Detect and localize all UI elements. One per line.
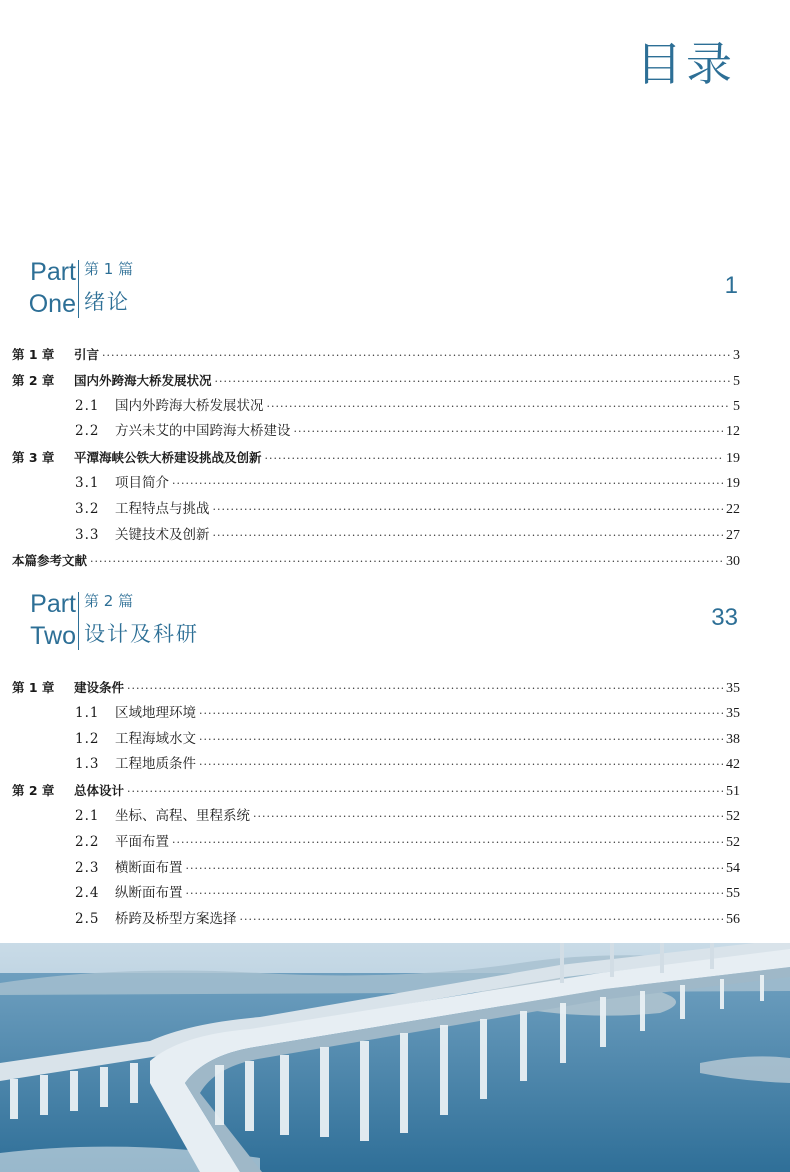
toc-chapter-row — [12, 368, 740, 394]
toc-section-row — [12, 830, 740, 856]
toc-entry-number: 2.3 — [75, 859, 100, 876]
toc-entry-title: 区域地理环境 — [115, 704, 196, 721]
part-number: 第 2 篇 — [84, 592, 134, 610]
part-one-header — [28, 256, 742, 320]
toc-page-number: 35 — [726, 681, 740, 696]
toc-entry-number: 1.2 — [75, 730, 100, 747]
toc-dot-leader — [253, 804, 723, 830]
toc-entry-number: 3.3 — [75, 526, 100, 543]
toc-chapter-row — [12, 445, 740, 471]
toc-entry-label — [12, 548, 87, 574]
toc-entry-label — [12, 523, 210, 549]
toc-page-number: 19 — [726, 451, 740, 467]
part-number: 第 1 篇 — [84, 260, 134, 278]
toc-chapter-row — [12, 342, 740, 368]
toc-section-row — [12, 727, 740, 753]
toc-entry-number: 3.1 — [75, 474, 100, 491]
toc-entry-title: 平面布置 — [115, 833, 169, 850]
toc-entry-number: 第 2 章 — [12, 783, 55, 799]
sea-crossing-bridge-photo — [0, 943, 790, 1172]
toc-entry-title: 国内外跨海大桥发展状况 — [115, 397, 264, 414]
toc-section-row — [12, 907, 740, 933]
toc-section-row — [12, 881, 740, 907]
toc-dot-leader — [172, 830, 723, 856]
toc-page-number: 5 — [733, 373, 740, 389]
toc-entry-label — [12, 778, 124, 804]
toc-entry-title: 纵断面布置 — [115, 885, 183, 902]
toc-chapter-row — [12, 778, 740, 804]
toc-entry-number: 第 1 章 — [12, 347, 55, 362]
toc-dot-leader — [199, 727, 723, 753]
toc-entry-title: 横断面布置 — [115, 859, 183, 876]
part-title: 绪论 — [84, 290, 130, 314]
toc-page-number: 52 — [726, 834, 740, 850]
part-en-line2: One — [28, 290, 76, 318]
part-en-line1: Part — [30, 258, 76, 286]
toc-entry-label — [12, 342, 99, 368]
toc-page-number: 42 — [726, 757, 740, 773]
toc-page-number: 27 — [726, 527, 740, 543]
toc-entry-label — [12, 701, 196, 727]
toc-page-number: 5 — [733, 398, 740, 414]
toc-entry-label — [12, 752, 196, 778]
toc-chapter-row — [12, 675, 740, 701]
toc-entry-title: 项目简介 — [115, 474, 169, 491]
toc-section-row — [12, 752, 740, 778]
toc-dot-leader — [186, 881, 724, 907]
toc-entry-title: 本篇参考文献 — [12, 553, 88, 569]
toc-entry-label — [12, 471, 169, 497]
toc-section-row — [12, 471, 740, 497]
toc-entry-label — [12, 830, 169, 856]
toc-entry-title: 桥跨及桥型方案选择 — [115, 911, 237, 928]
part-en-line1: Part — [30, 590, 76, 618]
toc-section-row — [12, 497, 740, 523]
toc-dot-leader — [213, 523, 724, 549]
toc-section-row — [12, 419, 740, 445]
toc-page-number: 56 — [726, 912, 740, 928]
toc-entry-label — [12, 881, 183, 907]
toc-dot-leader — [102, 343, 730, 369]
toc-dot-leader — [294, 419, 724, 445]
toc-list-part-two — [12, 675, 740, 933]
toc-entry-title: 引言 — [74, 347, 100, 362]
toc-entry-number: 1.1 — [75, 704, 100, 721]
toc-dot-leader — [240, 907, 724, 933]
part-divider — [78, 592, 79, 650]
toc-entry-title: 关键技术及创新 — [115, 526, 210, 543]
toc-entry-label — [12, 907, 237, 933]
part-en-label — [28, 588, 76, 652]
toc-entry-title: 工程特点与挑战 — [115, 500, 210, 517]
toc-section-row — [12, 701, 740, 727]
toc-page-number: 3 — [733, 348, 740, 363]
toc-entry-title: 坐标、高程、里程系统 — [115, 807, 250, 824]
toc-entry-title: 建设条件 — [74, 680, 125, 695]
toc-entry-number: 第 3 章 — [12, 450, 55, 466]
toc-page-number: 38 — [726, 731, 740, 747]
toc-page-number: 54 — [726, 860, 740, 876]
toc-entry-number: 第 2 章 — [12, 372, 55, 388]
toc-section-row — [12, 523, 740, 549]
toc-entry-label — [12, 419, 291, 445]
toc-dot-leader — [127, 779, 723, 805]
part-two-header — [28, 588, 742, 652]
toc-entry-label — [12, 856, 183, 882]
toc-entry-title: 方兴未艾的中国跨海大桥建设 — [115, 423, 291, 440]
toc-page-number: 12 — [726, 424, 740, 440]
toc-entry-number: 第 1 章 — [12, 680, 55, 695]
toc-entry-number: 2.1 — [75, 397, 100, 414]
page-title: 目录 — [636, 37, 736, 91]
toc-entry-label — [12, 394, 264, 420]
toc-dot-leader — [199, 752, 723, 778]
toc-dot-leader — [267, 394, 731, 420]
toc-entry-label — [12, 804, 250, 830]
toc-entry-number: 2.4 — [75, 885, 100, 902]
toc-entry-number: 2.2 — [75, 423, 100, 440]
toc-entry-label — [12, 727, 196, 753]
toc-page-number: 30 — [726, 554, 740, 570]
toc-dot-leader — [90, 549, 723, 575]
toc-entry-title: 平潭海峡公铁大桥建设挑战及创新 — [74, 450, 262, 466]
toc-section-row — [12, 394, 740, 420]
toc-dot-leader — [265, 446, 723, 472]
toc-entry-title: 总体设计 — [74, 783, 125, 799]
toc-entry-label — [12, 675, 124, 701]
toc-entry-label — [12, 368, 212, 394]
toc-entry-title: 工程地质条件 — [115, 756, 196, 773]
part-page-number: 33 — [711, 604, 738, 631]
toc-list-part-one — [12, 342, 740, 574]
toc-entry-label — [12, 445, 262, 471]
toc-page-number: 22 — [726, 501, 740, 517]
toc-dot-leader — [199, 701, 723, 727]
toc-entry-number: 1.3 — [75, 756, 100, 773]
toc-dot-leader — [215, 369, 730, 395]
part-divider — [78, 260, 79, 318]
toc-entry-number: 2.5 — [75, 911, 100, 928]
toc-entry-number: 3.2 — [75, 500, 100, 517]
toc-page-number: 35 — [726, 705, 740, 721]
part-en-line2: Two — [30, 622, 76, 650]
toc-dot-leader — [213, 497, 724, 523]
toc-dot-leader — [186, 856, 724, 882]
part-en-label — [28, 256, 76, 320]
toc-entry-title: 国内外跨海大桥发展状况 — [74, 372, 212, 388]
toc-page-number: 52 — [726, 808, 740, 824]
toc-page-number: 55 — [726, 886, 740, 902]
toc-entry-number: 2.2 — [75, 833, 100, 850]
toc-page-number: 19 — [726, 475, 740, 491]
toc-section-row — [12, 804, 740, 830]
toc-references-row — [12, 548, 740, 574]
part-title: 设计及科研 — [84, 622, 199, 646]
toc-entry-number: 2.1 — [75, 807, 100, 824]
toc-entry-title: 工程海域水文 — [115, 730, 196, 747]
toc-dot-leader — [127, 676, 723, 702]
toc-section-row — [12, 856, 740, 882]
toc-dot-leader — [172, 471, 723, 497]
toc-entry-label — [12, 497, 210, 523]
part-page-number: 1 — [724, 272, 738, 299]
toc-page-number: 51 — [726, 784, 740, 800]
